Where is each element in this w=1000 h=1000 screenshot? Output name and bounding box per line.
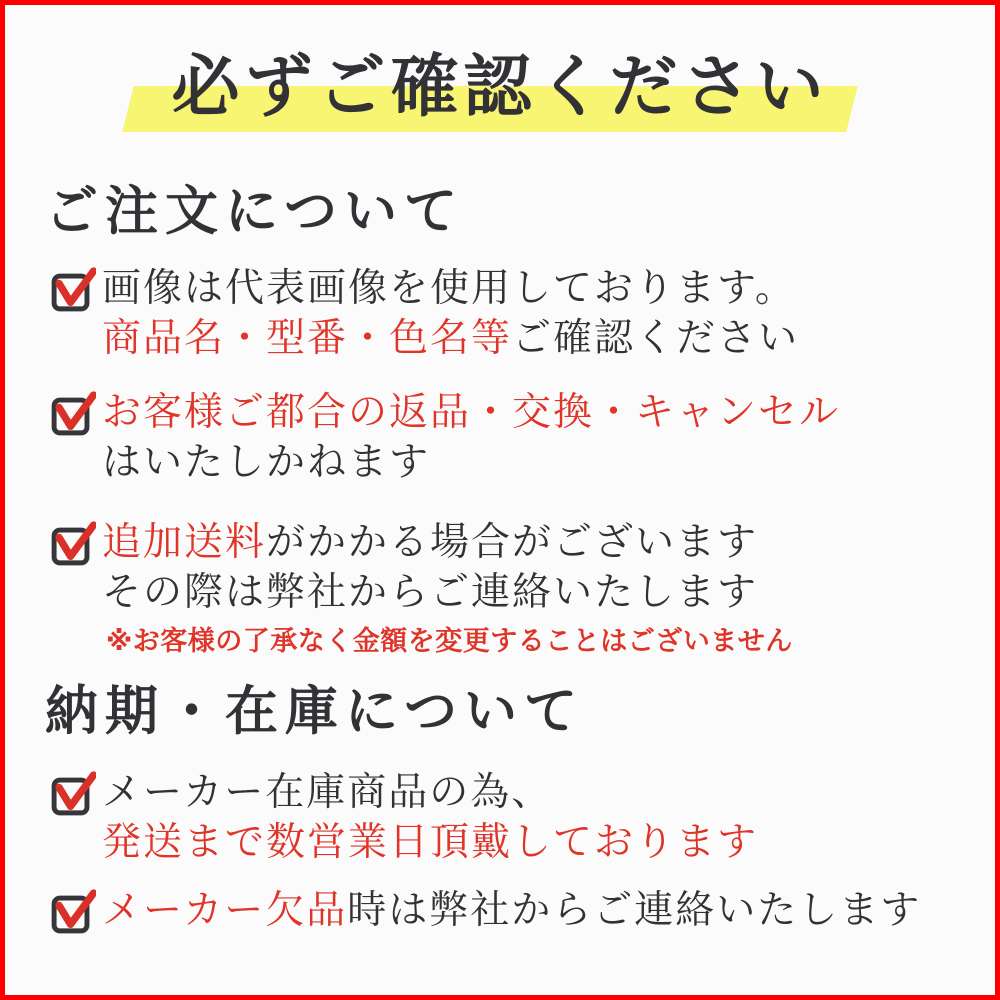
item-line-emphasis: お客様ご都合の返品・交換・キャンセル — [102, 391, 841, 434]
checked-checkbox-icon — [50, 771, 96, 817]
item-text — [102, 518, 793, 658]
item-note: ※お客様の了承なく金額を変更することはございません — [106, 626, 793, 657]
item-line — [102, 438, 840, 488]
item-line-emphasis: 発送まで数営業日頂戴しております — [102, 820, 759, 864]
page-title: 必ずご確認ください — [171, 49, 829, 125]
checked-checkbox-icon — [50, 889, 96, 935]
item-text — [102, 886, 921, 936]
item-line-emphasis: メーカー欠品 — [102, 889, 348, 932]
item-line-text: ご確認ください — [512, 316, 800, 360]
notice-item-representative-image — [50, 264, 799, 363]
item-line-text: がかかる場合がございます — [266, 521, 759, 564]
item-line — [102, 264, 799, 314]
item-line-emphasis: 追加送料 — [102, 521, 267, 564]
item-text — [102, 388, 840, 487]
checked-checkbox-icon — [50, 267, 96, 313]
item-line — [102, 768, 758, 818]
item-line-emphasis: 商品名・型番・色名等 — [102, 316, 513, 360]
item-line — [102, 568, 793, 618]
notice-item-returns — [50, 388, 840, 487]
item-line-text: その際は弊社からご連絡いたします — [102, 570, 759, 614]
checked-checkbox-icon — [50, 391, 96, 437]
item-line-text: メーカー在庫商品の為、 — [102, 771, 553, 814]
item-line — [102, 388, 840, 438]
item-line — [102, 314, 799, 364]
notice-item-extra-shipping — [50, 518, 793, 658]
notice-item-maker-stock — [50, 768, 758, 867]
item-line-text: 時は弊社からご連絡いたします — [347, 889, 922, 932]
title-block — [5, 43, 995, 131]
item-text — [102, 768, 758, 867]
notice-item-maker-shortage — [50, 886, 921, 936]
item-line — [102, 886, 921, 936]
item-line-text: 画像は代表画像を使用しております。 — [102, 267, 796, 310]
section-heading-delivery: 納期・在庫について — [45, 683, 584, 741]
item-line — [102, 518, 793, 568]
item-line-text: はいたしかねます — [102, 440, 431, 484]
section-heading-orders: ご注文について — [45, 183, 464, 241]
checked-checkbox-icon — [50, 521, 96, 567]
item-text — [102, 264, 799, 363]
item-line — [102, 818, 758, 868]
